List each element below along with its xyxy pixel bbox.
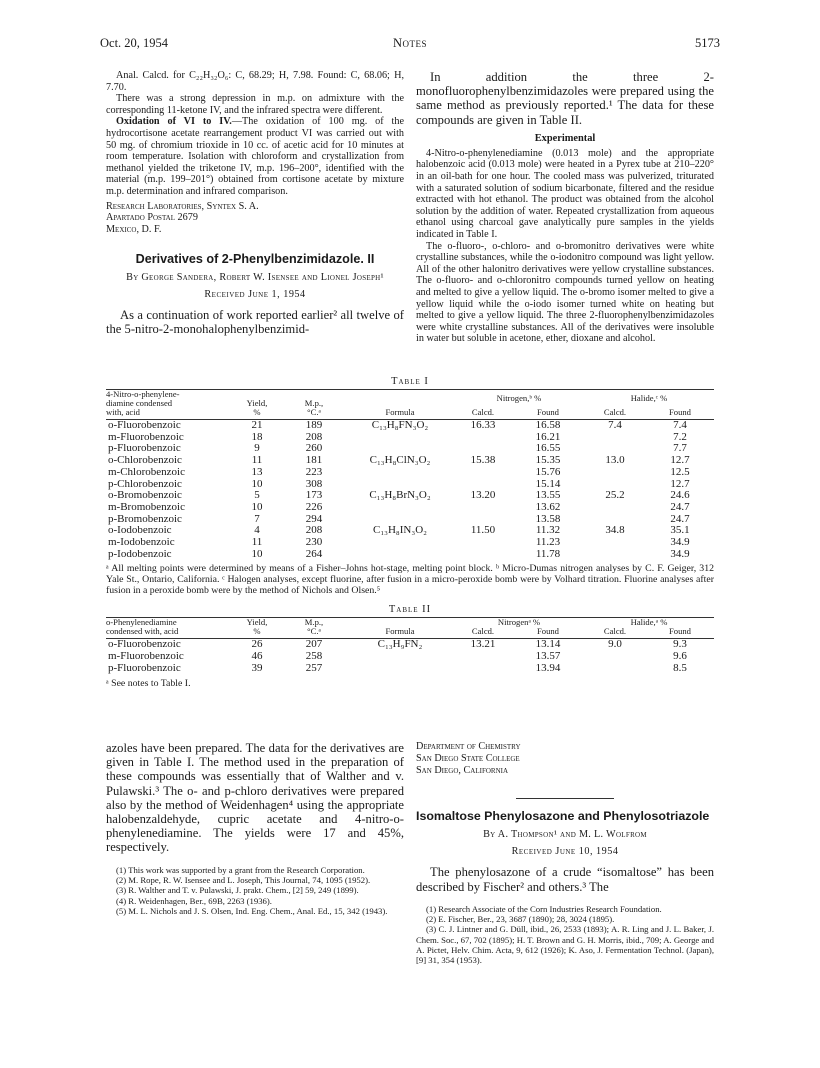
header-calcd: Calcd.	[584, 403, 646, 419]
analysis-line: Anal. Calcd. for C₂₂H₃₂O₆: C, 68.29; H, 7.98. Found: C, 68.06; H, 7.70.	[106, 70, 404, 93]
cell-formula: C₁₃H₈ClN₃O₂	[369, 454, 431, 467]
cell-formula	[346, 651, 454, 663]
cell-mp: 223	[305, 465, 323, 478]
oxidation-text: —The oxidation of 100 mg. of the hydrocortisone acetate rearrangement product VI was carried out with 50 mg. of chromium trioxide in 10 cc. of acetic acid for 10 minutes at room temperature. Isolation with chloroform and crystallization from methanol yielded the triketone IV, m.p. 196–200°, identified with the material (m.p. 199–201°) obtained from cortisone acetate by mixture m.p. determination and infrared comparison.	[106, 116, 404, 197]
cell-halide-found: 12.5	[670, 465, 690, 478]
cell-formula: C₁₃H₈IN₃O₂	[372, 524, 427, 537]
cell-nitrogen-found: 16.55	[535, 442, 561, 455]
cell-acid: p-Fluorobenzoic	[108, 442, 181, 455]
cell-mp: 230	[305, 536, 323, 549]
cell-mp: 264	[305, 547, 323, 560]
header-yield: Yield, %	[232, 618, 282, 639]
cell-halide-found: 9.3	[673, 638, 687, 651]
cell-nitrogen-found: 15.14	[535, 477, 561, 490]
reference: (5) M. L. Nichols and J. S. Olsen, Ind. Eng. Chem., Anal. Ed., 15, 342 (1943).	[116, 905, 388, 916]
cell-nitrogen-found: 13.14	[535, 638, 561, 651]
received-date: Received June 10, 1954	[511, 846, 619, 858]
cell-nitrogen-calcd	[454, 432, 512, 444]
cell-mp: 294	[305, 512, 323, 525]
cell-nitrogen-calcd	[454, 549, 512, 561]
cell-halide-calcd: 9.0	[608, 638, 622, 651]
cell-nitrogen-calcd	[454, 467, 512, 479]
header-found: Found	[646, 627, 714, 639]
table-row	[106, 525, 714, 537]
cell-yield: 18	[251, 430, 263, 443]
cell-yield: 10	[251, 500, 263, 513]
cell-halide-calcd: 13.0	[605, 454, 625, 467]
table-row	[106, 455, 714, 467]
cell-halide-calcd	[584, 502, 646, 514]
experimental-paragraph: 4-Nitro-o-phenylenediamine (0.013 mole) and the appropriate halobenzoic acid (0.013 mole) were heated in a Pyrex tube at 210–220° in an oil-bath for one hour. The cooled mass was pulverized, triturated with a saturated solution of sodium bicarbonate, filtered and the residue extracted with hot ethanol. The product was obtained from the alcohol solution by the addition of water. Repeated crystallization from aqueous ethanol using charcoal gave analytically pure samples in the yields indicated in Table I.	[416, 147, 714, 240]
cell-mp: 257	[305, 661, 323, 674]
cell-acid: o-Fluorobenzoic	[108, 638, 181, 651]
address-line: Department of Chemistry	[416, 741, 521, 752]
cell-acid: m-Chlorobenzoic	[108, 465, 185, 478]
cell-yield: 4	[254, 524, 260, 537]
cell-acid: m-Fluorobenzoic	[108, 430, 184, 443]
right-column-top	[416, 70, 714, 345]
table-1-footnote: ᵃ All melting points were determined by means of a Fisher–Johns hot-stage, melting point block. ᵇ Micro-Dumas nitrogen analyses by C. F. Geiger, 312 Yale St., Ontario, California. ᶜ Halogen analyses, except fluorine, after fusion in a micro-peroxide bomb were by Volhard titration. Fluorine analyses after fusion in a peroxide bomb were by the method of Nichols and Olsen.⁵	[106, 563, 714, 597]
cell-nitrogen-found: 13.57	[535, 650, 561, 663]
continued-paragraph: azoles have been prepared. The data for the derivatives are given in Table I. The method used in the preparation of these compounds was essentially that of Walther and v. Pulawski.³ The o- and p-chloro derivatives were prepared also by the method of Weidenhagen⁴ using the appropriate halobenzaldehyde, cupric acetate and 4-nitro-o-phenylenediamine. The yields were 17 and 45%, respectively.	[106, 741, 404, 855]
table-row	[106, 537, 714, 549]
right-column-bottom	[416, 741, 714, 966]
cell-nitrogen-found: 15.35	[535, 454, 561, 467]
cell-yield: 26	[251, 638, 263, 651]
cell-nitrogen-found: 13.55	[535, 489, 561, 502]
cell-formula	[346, 537, 454, 549]
article-title: Derivatives of 2-Phenylbenzimidazole. II	[135, 251, 375, 266]
table-row	[106, 549, 714, 561]
intro-paragraph: The phenylosazone of a crude “isomaltose” has been described by Fischer² and others.³ The	[416, 865, 714, 894]
table-row	[106, 420, 714, 432]
cell-acid: o-Bromobenzoic	[108, 489, 182, 502]
table-2-footnote: ᵃ See notes to Table I.	[106, 677, 191, 689]
table-row	[106, 432, 714, 444]
header-yield: Yield, %	[232, 390, 282, 420]
cell-nitrogen-calcd	[454, 502, 512, 514]
cell-nitrogen-found: 16.21	[535, 430, 561, 443]
cell-nitrogen-found: 13.58	[535, 512, 561, 525]
cell-formula	[346, 502, 454, 514]
cell-nitrogen-calcd: 15.38	[470, 454, 496, 467]
cell-mp: 207	[305, 638, 323, 651]
header-acid: 4-Nitro-o-phenylene- diamine condensed with, acid	[106, 390, 232, 420]
cell-acid: m-Bromobenzoic	[108, 500, 185, 513]
left-column-top	[106, 70, 404, 336]
cell-yield: 5	[254, 489, 260, 502]
header-date: Oct. 20, 1954	[100, 36, 169, 50]
address-line: San Diego State College	[416, 752, 520, 764]
cell-mp: 181	[305, 454, 323, 467]
header-nitrogen: Nitrogenᵃ %	[454, 618, 584, 628]
cell-mp: 173	[305, 489, 323, 502]
cell-mp: 208	[305, 524, 323, 537]
article-title: Isomaltose Phenylosazone and Phenylosotriazole	[416, 809, 710, 824]
header-nitrogen: Nitrogen,ᵇ %	[454, 390, 584, 404]
cell-mp: 258	[305, 650, 323, 663]
end-of-previous-article	[106, 70, 404, 236]
cell-yield: 46	[251, 650, 263, 663]
cell-yield: 9	[254, 442, 260, 455]
cell-nitrogen-calcd: 11.50	[470, 524, 496, 537]
cell-halide-calcd: 25.2	[605, 489, 625, 502]
cell-nitrogen-calcd	[454, 537, 512, 549]
table-row	[106, 639, 714, 651]
cell-yield: 13	[251, 465, 263, 478]
cell-halide-found: 12.7	[670, 454, 690, 467]
table-row	[106, 490, 714, 502]
cell-formula	[346, 432, 454, 444]
cell-mp: 308	[305, 477, 323, 490]
experimental-heading: Experimental	[534, 132, 596, 144]
cell-formula	[346, 663, 454, 675]
cell-halide-calcd: 34.8	[605, 524, 625, 537]
cell-yield: 21	[251, 419, 263, 431]
affiliation-address	[106, 201, 404, 236]
references-left	[106, 865, 404, 916]
cell-halide-found: 7.2	[673, 430, 687, 443]
cell-nitrogen-found: 16.58	[535, 419, 561, 431]
cell-acid: p-Chlorobenzoic	[108, 477, 182, 490]
reference: (1) This work was supported by a grant from the Research Corporation.	[116, 864, 365, 875]
cell-halide-calcd	[584, 537, 646, 549]
cell-halide-found: 34.9	[670, 547, 690, 560]
header-found: Found	[512, 627, 584, 639]
header-halide: Halide,ᶜ %	[584, 390, 714, 404]
cell-halide-found: 7.4	[673, 419, 687, 431]
article-byline: By A. Thompson¹ and M. L. Wolfrom	[483, 829, 647, 841]
table-row	[106, 467, 714, 479]
section-divider	[516, 798, 614, 799]
cell-halide-found: 9.6	[673, 650, 687, 663]
cell-yield: 10	[251, 547, 263, 560]
cell-mp: 189	[305, 419, 323, 431]
header-mp: M.p., °C.ᵃ	[282, 618, 346, 639]
reference: (3) R. Walther and T. v. Pulawski, J. prakt. Chem., [2] 59, 249 (1899).	[116, 885, 359, 896]
table-row	[106, 651, 714, 663]
header-halide: Halide,ᵃ %	[584, 618, 714, 628]
header-calcd: Calcd.	[454, 627, 512, 639]
article-byline: By George Sandera, Robert W. Isensee and Lionel Joseph¹	[126, 271, 384, 283]
cell-halide-found: 35.1	[670, 524, 690, 537]
oxidation-paragraph	[106, 116, 404, 197]
cell-acid: m-Fluorobenzoic	[108, 650, 184, 663]
cell-halide-calcd	[584, 663, 646, 675]
table-1-caption: Table I	[391, 376, 429, 387]
cell-formula: C₁₃H₈FN₃O₂	[371, 419, 429, 431]
cell-halide-found: 12.7	[670, 477, 690, 490]
cell-yield: 10	[251, 477, 263, 490]
cell-nitrogen-calcd: 16.33	[470, 419, 496, 431]
cell-halide-calcd	[584, 432, 646, 444]
reference: (3) C. J. Lintner and G. Düll, ibid., 26, 2533 (1893); A. R. Ling and J. L. Baker, J. Chem. Soc., 67, 702 (1895); H. T. Brown and G. H. Morris, ibid., 709; A. George and A. Pictet, Helv. Chim. Acta, 9, 612 (1926); K. Aso, J. Fermentation Technol. (Japan), [9] 31, 354 (1953).	[416, 924, 714, 966]
cell-nitrogen-calcd	[454, 651, 512, 663]
cell-halide-calcd: 7.4	[608, 419, 622, 431]
table-header-row	[106, 390, 714, 404]
cell-halide-found: 24.7	[670, 512, 690, 525]
cell-nitrogen-found: 15.76	[535, 465, 561, 478]
header-mp: M.p., °C.ᵃ	[282, 390, 346, 420]
table-2	[106, 617, 714, 674]
table-row	[106, 502, 714, 514]
header-calcd: Calcd.	[454, 403, 512, 419]
cell-formula: C₁₃H₈BrN₃O₂	[369, 489, 431, 502]
table-row	[106, 663, 714, 675]
header-formula: Formula	[346, 390, 454, 420]
cell-nitrogen-calcd	[454, 663, 512, 675]
cell-acid: m-Iodobenzoic	[108, 536, 175, 549]
cell-nitrogen-found: 11.23	[535, 536, 561, 549]
oxidation-heading: Oxidation of VI to IV.	[116, 116, 232, 128]
reference: (4) R. Weidenhagen, Ber., 69B, 2263 (1936).	[116, 895, 272, 906]
header-page-number: 5173	[695, 36, 720, 50]
header-section: Notes	[392, 36, 428, 50]
cell-mp: 226	[305, 500, 323, 513]
header-acid: o-Phenylenediamine condensed with, acid	[106, 618, 232, 639]
cell-halide-found: 8.5	[673, 661, 687, 674]
header-found: Found	[646, 403, 714, 419]
address-line: Apartado Postal 2679	[106, 212, 198, 224]
cell-yield: 11	[251, 454, 263, 467]
cell-halide-found: 7.7	[673, 442, 687, 455]
cell-nitrogen-found: 11.78	[535, 547, 561, 560]
cell-nitrogen-found: 11.32	[535, 524, 561, 537]
cell-formula: C₁₃H₉FN₂	[377, 638, 423, 651]
cell-halide-found: 34.9	[670, 536, 690, 549]
cell-formula	[346, 549, 454, 561]
reference: (2) E. Fischer, Ber., 23, 3687 (1890); 28, 3024 (1895).	[426, 914, 615, 925]
cell-yield: 7	[254, 512, 260, 525]
received-date: Received June 1, 1954	[204, 288, 306, 300]
cell-yield: 11	[251, 536, 263, 549]
address-line: Mexico, D. F.	[106, 224, 162, 236]
cell-nitrogen-calcd: 13.20	[470, 489, 496, 502]
cell-nitrogen-calcd: 13.21	[470, 638, 496, 651]
references-right	[416, 904, 714, 966]
cell-acid: p-Iodobenzoic	[108, 547, 172, 560]
address-line: Research Laboratories, Syntex S. A.	[106, 200, 259, 212]
tables-section	[106, 376, 714, 689]
cell-nitrogen-found: 13.94	[535, 661, 561, 674]
table-1	[106, 389, 714, 560]
header-formula: Formula	[346, 618, 454, 639]
running-header	[100, 36, 720, 52]
reference: (1) Research Associate of the Corn Industries Research Foundation.	[426, 903, 662, 914]
cell-halide-calcd	[584, 549, 646, 561]
cell-halide-found: 24.6	[670, 489, 690, 502]
cell-acid: p-Bromobenzoic	[108, 512, 182, 525]
cell-acid: o-Fluorobenzoic	[108, 419, 181, 431]
header-calcd: Calcd.	[584, 627, 646, 639]
cell-yield: 39	[251, 661, 263, 674]
cell-acid: o-Chlorobenzoic	[108, 454, 182, 467]
cell-mp: 208	[305, 430, 323, 443]
cell-nitrogen-found: 13.62	[535, 500, 561, 513]
cell-halide-found: 24.7	[670, 500, 690, 513]
cell-halide-calcd	[584, 651, 646, 663]
intro-paragraph-right: In addition the three 2-monofluorophenylbenzimidazoles were prepared using the same method as previously reported.¹ The data for these compounds are given in Table II.	[416, 70, 714, 127]
cell-formula	[346, 467, 454, 479]
paragraph: There was a strong depression in m.p. on admixture with the corresponding 11-ketone IV, and the infrared spectra were different.	[106, 93, 404, 116]
left-column-bottom	[106, 741, 404, 916]
header-found: Found	[512, 403, 584, 419]
cell-mp: 260	[305, 442, 323, 455]
reference: (2) M. Rope, R. W. Isensee and L. Joseph, This Journal, 74, 1095 (1952).	[116, 874, 371, 885]
cell-acid: o-Iodobenzoic	[108, 524, 172, 537]
intro-paragraph: As a continuation of work reported earlier² all twelve of the 5-nitro-2-monohalophenylbenzimid-	[106, 307, 404, 337]
table-2-caption: Table II	[388, 604, 432, 616]
cell-acid: p-Fluorobenzoic	[108, 661, 181, 674]
cell-halide-calcd	[584, 467, 646, 479]
affiliation-address	[416, 741, 714, 776]
address-line: San Diego, California	[416, 764, 509, 776]
experimental-paragraph: The o-fluoro-, o-chloro- and o-bromonitro derivatives were white crystalline substances, while the o-iodonitro compound was light yellow. All of the other halonitro derivatives were yellow crystalline substances. The o-fluoro- and o-chloronitro compounds turned yellow on heating and melted to give a yellow liquid. The o-bromo isomer melted to give a yellow liquid while the o-iodo isomer turned white on heating but melted to give a yellow liquid. The three 2-fluorophenylbenzimidazoles were white crystalline substances. All of the derivatives were insoluble in water but soluble in acetone, ether, dioxane and alcohol.	[416, 240, 714, 345]
